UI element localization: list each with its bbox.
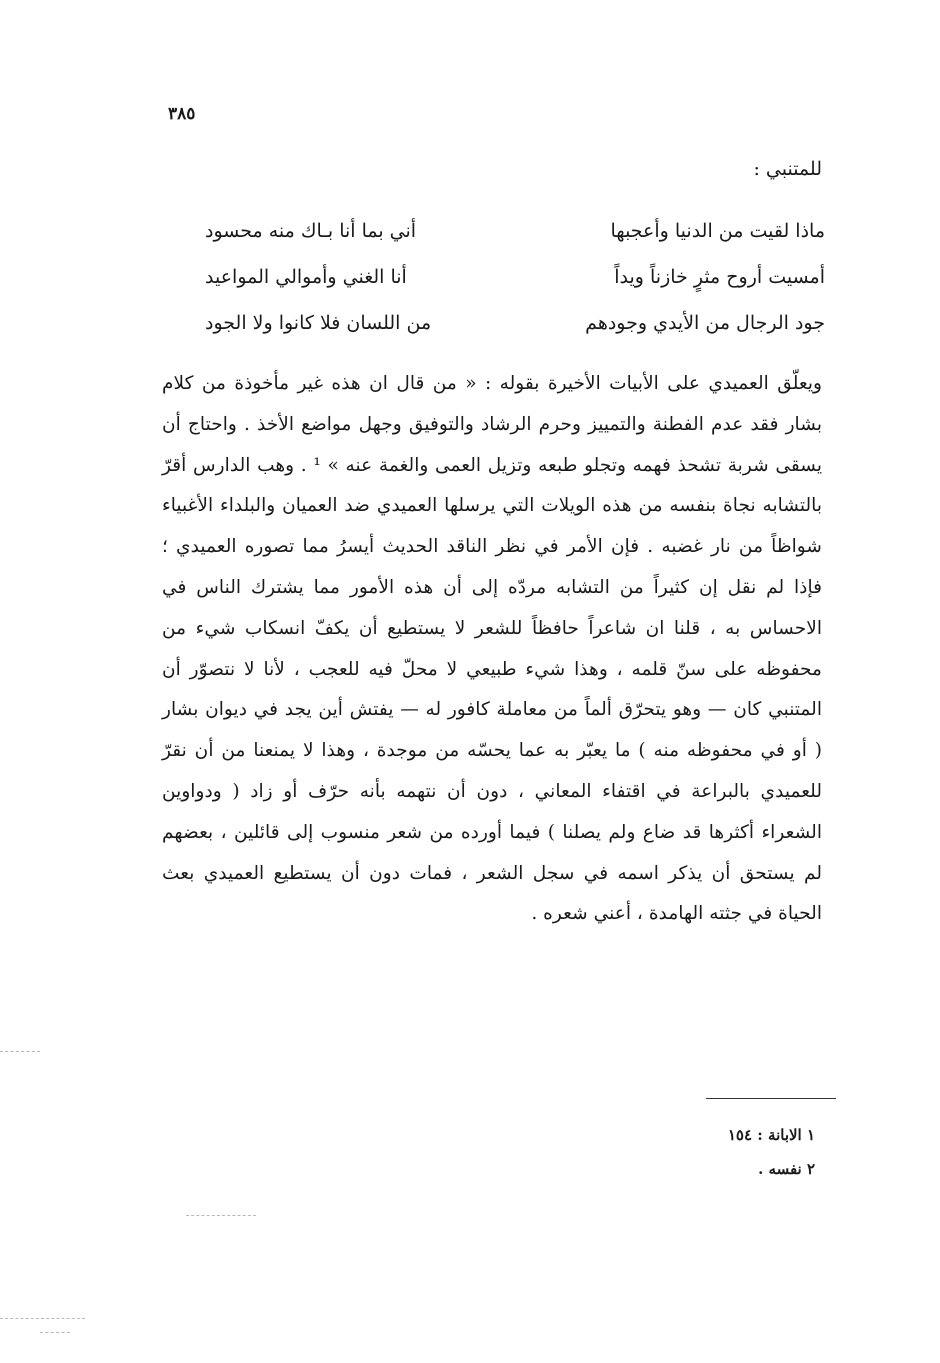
footnote-divider bbox=[706, 1098, 836, 1099]
page-number: ٣٨٥ bbox=[168, 104, 196, 124]
scan-artifact bbox=[0, 1051, 40, 1052]
poem-intro: للمتنبي : bbox=[753, 158, 822, 180]
scan-artifact bbox=[186, 1215, 256, 1216]
scan-artifact bbox=[0, 1318, 85, 1319]
verse-second-hemistich: من اللسان فلا كانوا ولا الجود bbox=[205, 312, 432, 334]
verse-first-hemistich: ماذا لقيت من الدنيا وأعجبها bbox=[610, 220, 825, 242]
poem bbox=[205, 208, 825, 346]
body-paragraph: ويعلّق العميدي على الأبيات الأخيرة بقوله : « من قال ان هذه غير مأخوذة من كلام بشار فقد عدم الفطنة والتمييز وحرم الرشاد والتوفيق وجهل مواضع الأخذ . واحتاج أن يسقى شربة تشحذ فهمه وتجلو طبعه وتزيل العمى والغمة عنه » ¹ . وهب الدارس أقرّ بالتشابه نجاة بنفسه من هذه الويلات التي يرسلها العميدي ضد العميان والبلداء الأغبياء شواظاً من نار غضبه . فإن الأمر في نظر الناقد الحديث أيسرُ مما تصوره العميدي ؛ فإذا لم نقل إن كثيراً من التشابه مردّه إلى أن هذه الأمور مما يشترك الناس في الاحساس به ، قلنا ان شاعراً حافظاً للشعر لا يستطيع أن يكفّ انسكاب شيء من محفوظه على سنّ قلمه ، وهذا شيء طبيعي لا محلّ فيه للعجب ، لأنا لا نتصوّر أن المتنبي كان — وهو يتحرّق ألماً من معاملة كافور له — يفتش أين يجد في ديوان بشار ( أو في محفوظه منه ) ما يعبّر به عما يحسّه من موجدة ، وهذا لا يمنعنا من أن نقرّ للعميدي بالبراعة في اقتفاء المعاني ، دون أن نتهمه بأنه حرّف أو زاد ( ودواوين الشعراء أكثرها قد ضاع ولم يصلنا ) فيما أورده من شعر منسوب إلى قائلين ، بعضهم لم يستحق أن يذكر اسمه في سجل الشعر ، فمات دون أن يستطيع العميدي بعث الحياة في جثته الهامدة ، أعني شعره . bbox=[162, 373, 822, 925]
verse-first-hemistich: أمسيت أروح مثرٍ خازناً ويداً bbox=[614, 266, 825, 288]
scan-artifact bbox=[40, 1332, 70, 1333]
poem-verse bbox=[205, 300, 825, 346]
footnotes bbox=[728, 1118, 815, 1186]
verse-second-hemistich: أني بما أنا بـاك منه محسود bbox=[205, 220, 417, 242]
verse-second-hemistich: أنا الغني وأموالي المواعيد bbox=[205, 266, 407, 288]
poem-verse bbox=[205, 254, 825, 300]
footnote-2: ٢ نفسه . bbox=[758, 1160, 815, 1178]
verse-first-hemistich: جود الرجال من الأيدي وجودهم bbox=[585, 312, 825, 334]
footnote-1: ١ الابانة : ١٥٤ bbox=[727, 1126, 815, 1144]
poem-verse bbox=[205, 208, 825, 254]
